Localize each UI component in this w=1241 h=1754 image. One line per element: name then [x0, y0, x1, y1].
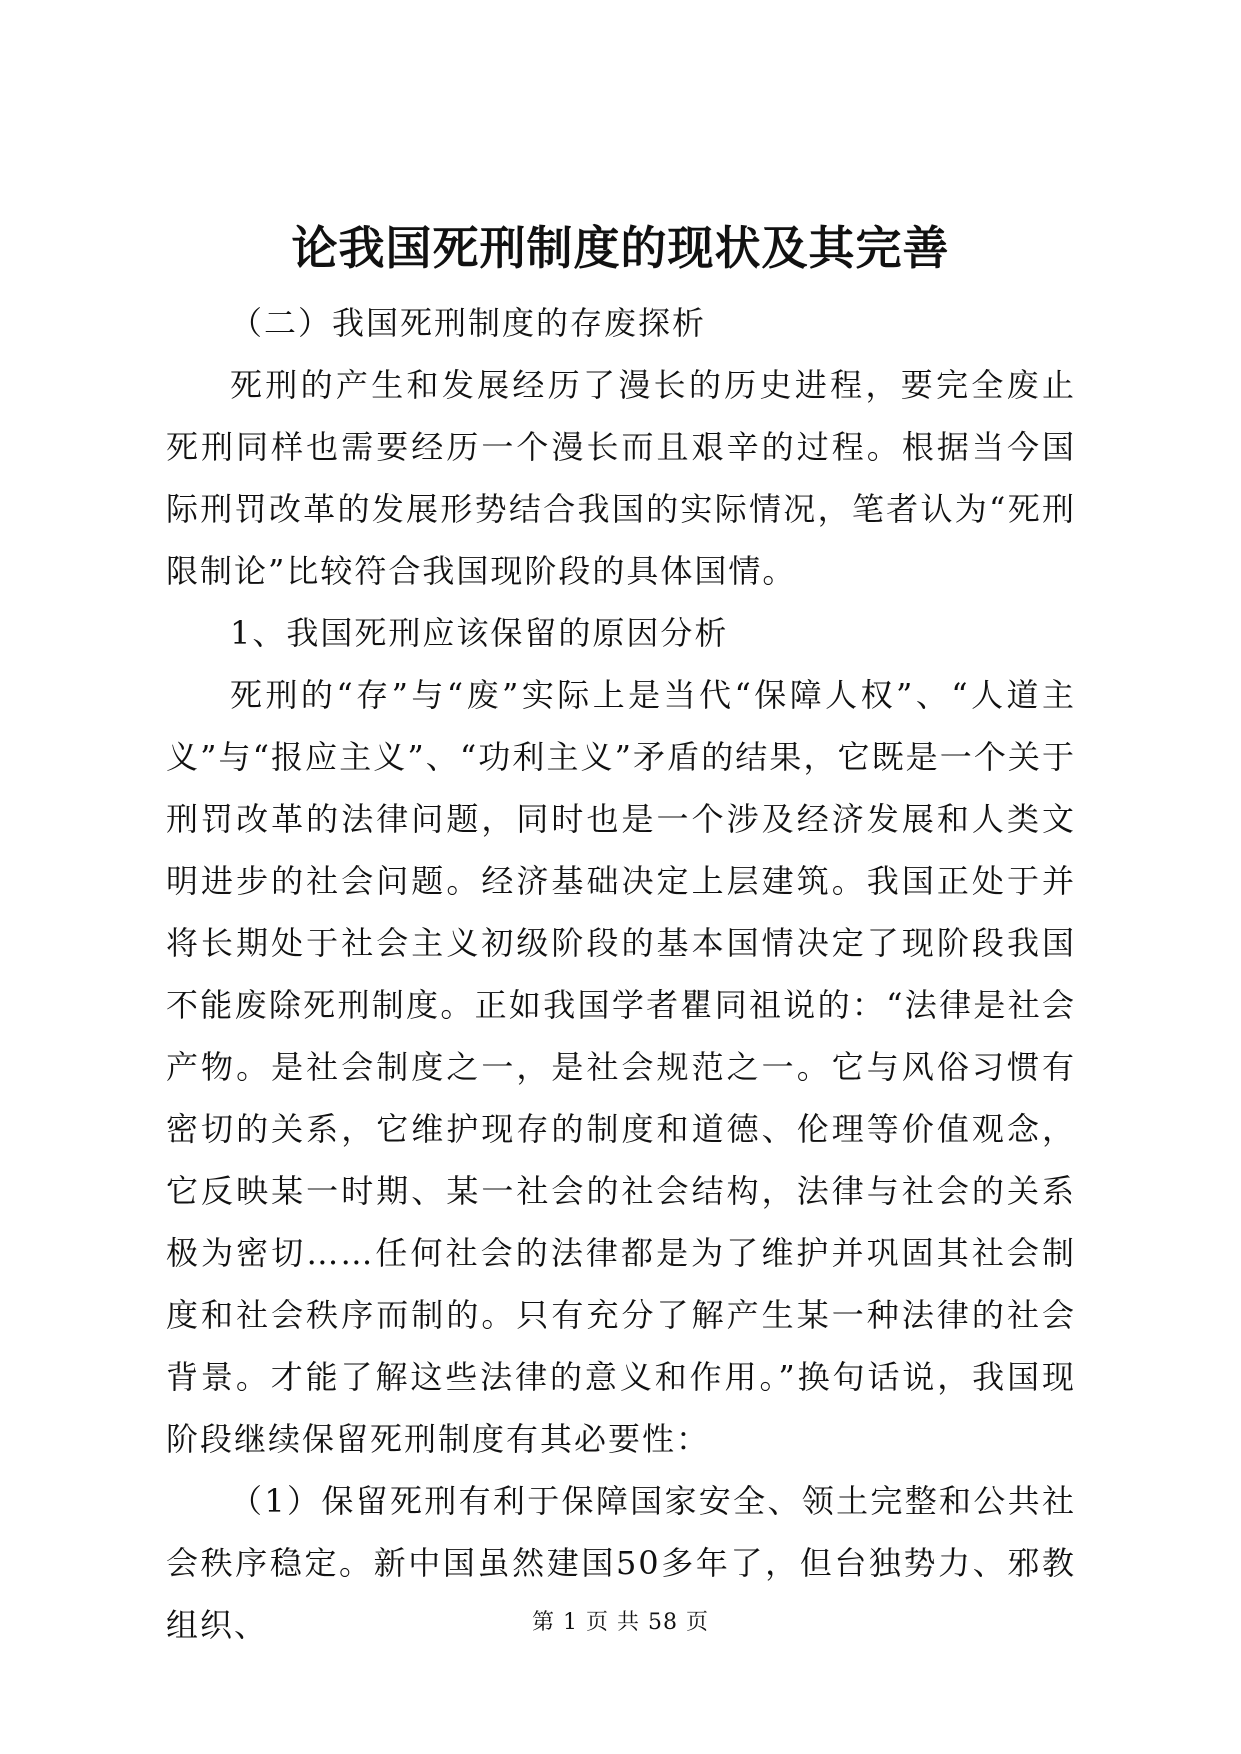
section-heading: （二）我国死刑制度的存废探析: [230, 304, 707, 342]
document-body: [166, 292, 1076, 1656]
page-number-footer: 第 1 页 共 58 页: [532, 1610, 709, 1635]
paragraph: （1）保留死刑有利于保障国家安全、领土完整和公共社会秩序稳定。新中国虽然建国50多年了，但台独势力、邪教组织、: [166, 1482, 1076, 1644]
document-title: 论我国死刑制度的现状及其完善: [291, 221, 950, 275]
paragraph: 死刑的产生和发展经历了漫长的历史进程，要完全废止死刑同样也需要经历一个漫长而且艰辛的过程。根据当今国际刑罚改革的发展形势结合我国的实际情况，笔者认为“死刑限制论”比较符合我国现阶段的具体国情。: [166, 366, 1076, 590]
paragraph: 死刑的“存”与“废”实际上是当代“保障人权”、“人道主义”与“报应主义”、“功利主义”矛盾的结果，它既是一个关于刑罚改革的法律问题，同时也是一个涉及经济发展和人类文明进步的社会问题。经济基础决定上层建筑。我国正处于并将长期处于社会主义初级阶段的基本国情决定了现阶段我国不能废除死刑制度。正如我国学者瞿同祖说的：“法律是社会产物。是社会制度之一，是社会规范之一。它与风俗习惯有密切的关系，它维护现存的制度和道德、伦理等价值观念，它反映某一时期、某一社会的社会结构，法律与社会的关系极为密切……任何社会的法律都是为了维护并巩固其社会制度和社会秩序而制的。只有充分了解产生某一种法律的社会背景。才能了解这些法律的意义和作用。”换句话说，我国现阶段继续保留死刑制度有其必要性：: [166, 676, 1076, 1458]
subsection-heading: 1、我国死刑应该保留的原因分析: [230, 614, 729, 652]
